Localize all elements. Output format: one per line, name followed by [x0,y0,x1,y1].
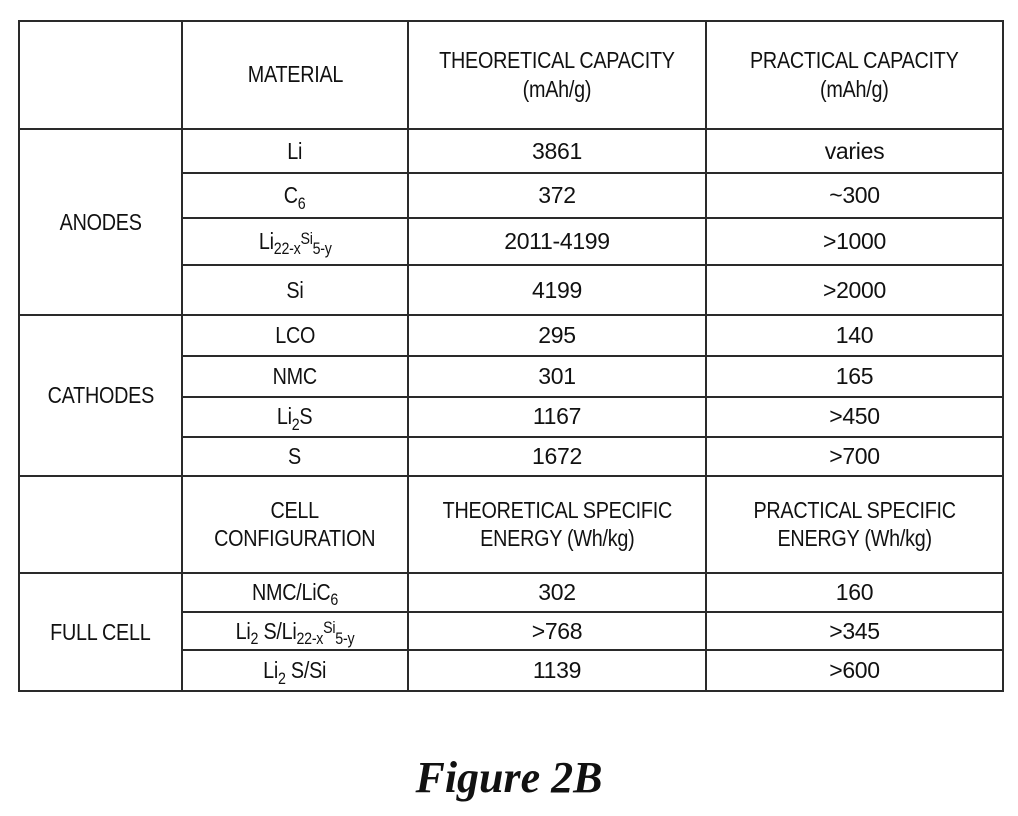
practical-value: ~300 [706,173,1003,218]
theoretical-value: >768 [408,612,706,651]
material-cell: $Li_{22-x}^{Si}_{5-y}$ [182,218,408,265]
practical-value: >2000 [706,265,1003,316]
practical-value: varies [706,129,1003,174]
theoretical-value: 372 [408,173,706,218]
theoretical-value: 1672 [408,437,706,476]
theoretical-value: 1167 [408,397,706,438]
material-cell: Li [182,129,408,174]
material-cell: $C_6$ [182,173,408,218]
practical-value: 140 [706,315,1003,356]
theoretical-value: 295 [408,315,706,356]
header-material: MATERIAL [182,21,408,129]
header-row [19,21,1003,129]
material-cell: $Li_2$ S/Si [182,650,408,691]
header-practical-capacity: PRACTICAL CAPACITY (mAh/g) [706,21,1003,129]
practical-value: >450 [706,397,1003,438]
header-practical-specific-energy: PRACTICAL SPECIFIC ENERGY (Wh/kg) [706,476,1003,573]
practical-value: >600 [706,650,1003,691]
theoretical-value: 1139 [408,650,706,691]
group-label-cathodes: CATHODES [19,315,182,475]
header-row [19,476,1003,573]
header-empty-cell [19,21,182,129]
theoretical-value: 302 [408,573,706,612]
header-cell-configuration: CELL CONFIGURATION [182,476,408,573]
theoretical-value: 3861 [408,129,706,174]
material-cell: $Li_2$ $S/Li_{22-x}^{Si}_{5-y}$ [182,612,408,651]
theoretical-value: 301 [408,356,706,397]
practical-value: 165 [706,356,1003,397]
capacity-table [18,20,1004,692]
table-row [19,129,1003,174]
table-row [19,573,1003,612]
material-cell: Si [182,265,408,316]
figure-caption: Figure 2B [415,753,603,802]
group-label-full-cell: FULL CELL [19,573,182,691]
practical-value: >700 [706,437,1003,476]
theoretical-value: 4199 [408,265,706,316]
header-theoretical-specific-energy: THEORETICAL SPECIFIC ENERGY (Wh/kg) [408,476,706,573]
header-empty-cell [19,476,182,573]
material-cell: $Li_2S$ [182,397,408,438]
material-cell: LCO [182,315,408,356]
practical-value: >1000 [706,218,1003,265]
group-label-anodes: ANODES [19,129,182,316]
material-cell: NMC/LiC$_6$ [182,573,408,612]
header-theoretical-capacity: THEORETICAL CAPACITY (mAh/g) [408,21,706,129]
material-cell: NMC [182,356,408,397]
practical-value: 160 [706,573,1003,612]
practical-value: >345 [706,612,1003,651]
material-cell: S [182,437,408,476]
theoretical-value: 2011-4199 [408,218,706,265]
table-row [19,315,1003,356]
